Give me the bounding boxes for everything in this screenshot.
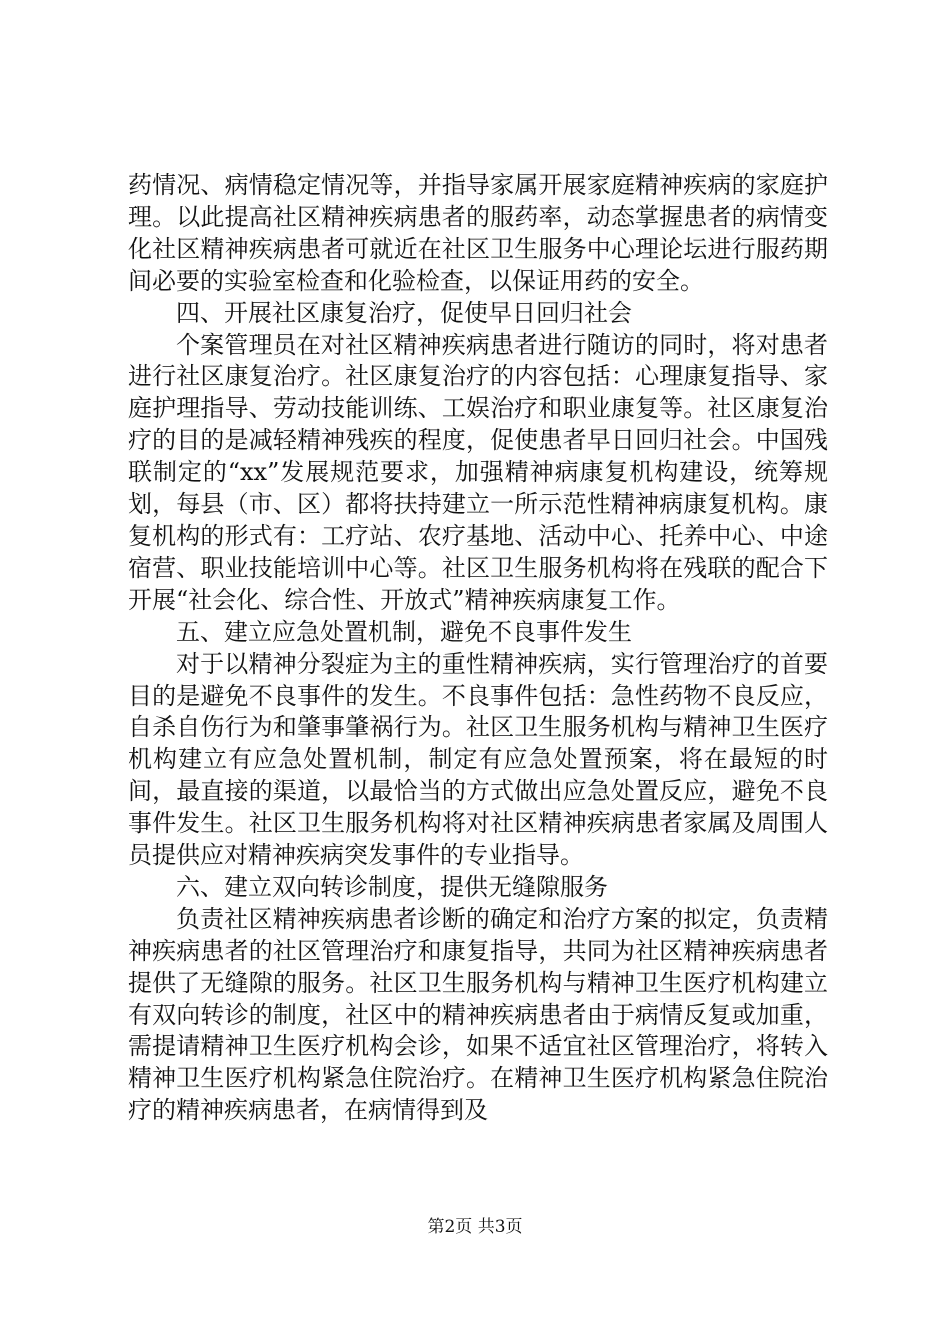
paragraph-referral: 负责社区精神疾病患者诊断的确定和治疗方案的拟定，负责精神疾病患者的社区管理治疗和康复指导，共同为社区精神疾病患者提供了无缝隙的服务。社区卫生服务机构与精神卫生医疗机构建立有双向转诊的制度，社区中的精神疾病患者由于病情反复或加重，需提请精神卫生医疗机构会诊，如果不适宜社区管理治疗，将转入精神卫生医疗机构紧急住院治疗。在精神卫生医疗机构紧急住院治疗的精神疾病患者，在病情得到及 [128, 904, 828, 1125]
section-heading-4: 四、开展社区康复治疗，促使早日回归社会 [176, 298, 632, 327]
page-footer: 第2页 共3页 [427, 1217, 523, 1237]
paragraph-emergency: 对于以精神分裂症为主的重性精神疾病，实行管理治疗的首要目的是避免不良事件的发生。不良事件包括：急性药物不良反应，自杀自伤行为和肇事肇祸行为。社区卫生服务机构与精神卫生医疗机构建立有应急处置机制，制定有应急处置预案，将在最短的时间，最直接的渠道，以最恰当的方式做出应急处置反应，避免不良事件发生。社区卫生服务机构将对社区精神疾病患者家属及周围人员提供应对精神疾病突发事件的专业指导。 [128, 649, 828, 870]
paragraph-continued: 药情况、病情稳定情况等，并指导家属开展家庭精神疾病的家庭护理。以此提高社区精神疾病患者的服药率，动态掌握患者的病情变化社区精神疾病患者可就近在社区卫生服务中心理论坛进行服药期间必要的实验室检查和化验检查，以保证用药的安全。 [128, 171, 828, 295]
paragraph-rehabilitation: 个案管理员在对社区精神疾病患者进行随访的同时，将对患者进行社区康复治疗。社区康复治疗的内容包括：心理康复指导、家庭护理指导、劳动技能训练、工娱治疗和职业康复等。社区康复治疗的目的是减轻精神残疾的程度，促使患者早日回归社会。中国残联制定的“xx”发展规范要求，加强精神病康复机构建设，统筹规划，每县（市、区）都将扶持建立一所示范性精神病康复机构。康复机构的形式有：工疗站、农疗基地、活动中心、托养中心、中途宿营、职业技能培训中心等。社区卫生服务机构将在残联的配合下开展“社会化、综合性、开放式”精神疾病康复工作。 [128, 330, 828, 614]
section-heading-5: 五、建立应急处置机制，避免不良事件发生 [176, 617, 632, 646]
document-body [128, 170, 828, 1127]
section-heading-6: 六、建立双向转诊制度，提供无缝隙服务 [176, 872, 608, 901]
